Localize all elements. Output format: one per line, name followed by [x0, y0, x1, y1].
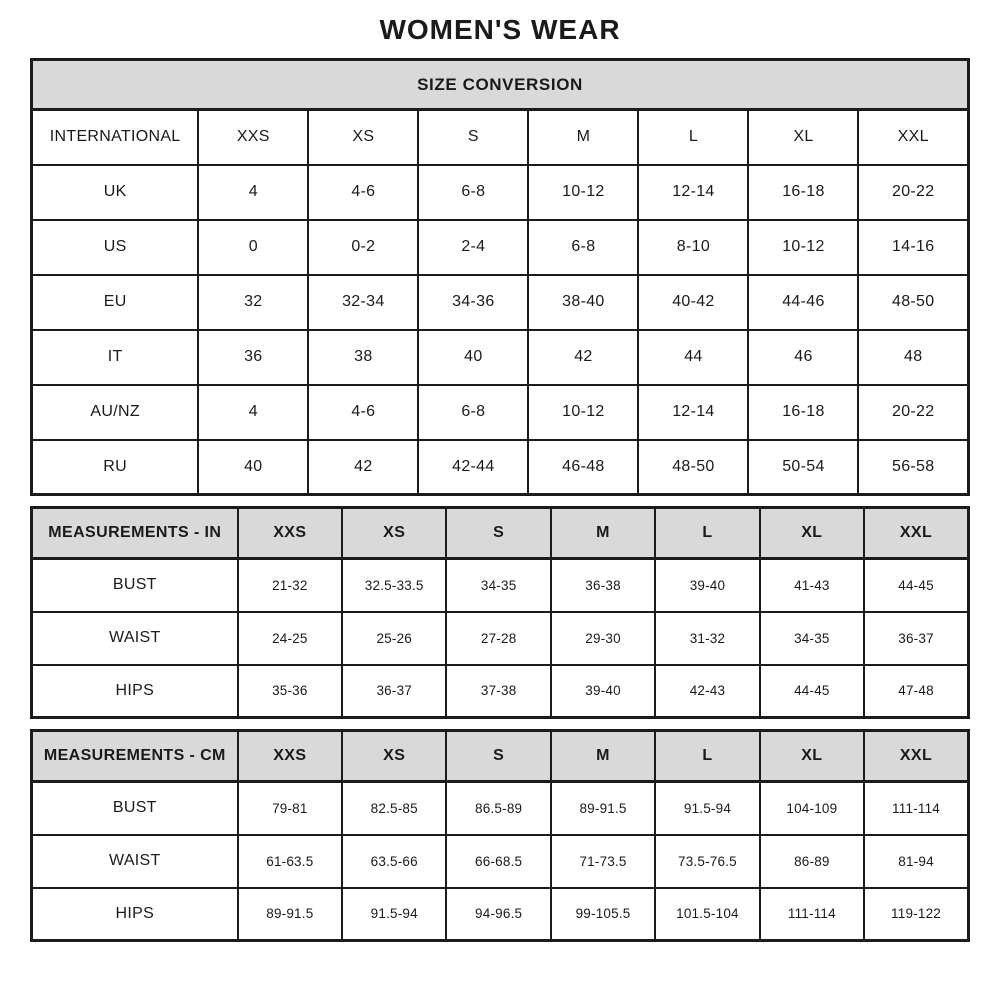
value-cell: 44 — [638, 330, 748, 385]
row-label: EU — [32, 275, 199, 330]
row-label: AU/NZ — [32, 385, 199, 440]
value-cell: XL — [748, 110, 858, 165]
value-cell: 2-4 — [418, 220, 528, 275]
value-cell: 38 — [308, 330, 418, 385]
value-cell: 21-32 — [238, 559, 342, 612]
value-cell: 12-14 — [638, 385, 748, 440]
value-cell: 4 — [198, 165, 308, 220]
value-cell: 104-109 — [760, 782, 864, 835]
value-cell: 32.5-33.5 — [342, 559, 446, 612]
table-row — [32, 559, 969, 612]
row-label: INTERNATIONAL — [32, 110, 199, 165]
value-cell: XS — [308, 110, 418, 165]
table-row — [32, 330, 969, 385]
size-header-cell: S — [446, 508, 550, 559]
value-cell: 91.5-94 — [655, 782, 759, 835]
value-cell: 44-46 — [748, 275, 858, 330]
value-cell: L — [638, 110, 748, 165]
value-cell: 42-44 — [418, 440, 528, 495]
value-cell: 36-38 — [551, 559, 655, 612]
value-cell: 16-18 — [748, 165, 858, 220]
value-cell: 39-40 — [655, 559, 759, 612]
value-cell: 82.5-85 — [342, 782, 446, 835]
value-cell: 48-50 — [638, 440, 748, 495]
size-header-cell: XXS — [238, 731, 342, 782]
value-cell: 73.5-76.5 — [655, 835, 759, 888]
table-row — [32, 385, 969, 440]
value-cell: 4-6 — [308, 385, 418, 440]
size-conversion-body — [32, 110, 969, 495]
value-cell: 34-35 — [760, 612, 864, 665]
value-cell: 4-6 — [308, 165, 418, 220]
value-cell: 86.5-89 — [446, 782, 550, 835]
value-cell: 56-58 — [858, 440, 968, 495]
size-header-cell: L — [655, 508, 759, 559]
value-cell: 39-40 — [551, 665, 655, 718]
table-row — [32, 888, 969, 941]
value-cell: 46 — [748, 330, 858, 385]
row-label: HIPS — [32, 665, 238, 718]
value-cell: 63.5-66 — [342, 835, 446, 888]
value-cell: 29-30 — [551, 612, 655, 665]
size-header-cell: XXS — [238, 508, 342, 559]
value-cell: 4 — [198, 385, 308, 440]
table-row — [32, 665, 969, 718]
value-cell: 119-122 — [864, 888, 968, 941]
size-conversion-table — [30, 58, 970, 496]
value-cell: M — [528, 110, 638, 165]
value-cell: 34-36 — [418, 275, 528, 330]
table-row — [32, 440, 969, 495]
row-label: WAIST — [32, 835, 238, 888]
value-cell: 46-48 — [528, 440, 638, 495]
value-cell: S — [418, 110, 528, 165]
value-cell: 20-22 — [858, 385, 968, 440]
value-cell: 48-50 — [858, 275, 968, 330]
table-row — [32, 782, 969, 835]
row-label: UK — [32, 165, 199, 220]
value-cell: 94-96.5 — [446, 888, 550, 941]
measurements-in-body — [32, 559, 969, 718]
measurements-in-table — [30, 506, 970, 719]
row-label: BUST — [32, 782, 238, 835]
value-cell: 89-91.5 — [238, 888, 342, 941]
value-cell: 0-2 — [308, 220, 418, 275]
size-header-cell: XXL — [864, 731, 968, 782]
value-cell: 6-8 — [528, 220, 638, 275]
value-cell: 41-43 — [760, 559, 864, 612]
value-cell: 38-40 — [528, 275, 638, 330]
value-cell: 42 — [308, 440, 418, 495]
value-cell: 6-8 — [418, 385, 528, 440]
size-header-cell: L — [655, 731, 759, 782]
value-cell: 111-114 — [760, 888, 864, 941]
value-cell: 27-28 — [446, 612, 550, 665]
table-row — [32, 612, 969, 665]
value-cell: 89-91.5 — [551, 782, 655, 835]
size-header-cell: XS — [342, 508, 446, 559]
value-cell: 111-114 — [864, 782, 968, 835]
value-cell: 14-16 — [858, 220, 968, 275]
value-cell: 79-81 — [238, 782, 342, 835]
value-cell: 10-12 — [748, 220, 858, 275]
value-cell: 50-54 — [748, 440, 858, 495]
row-label: IT — [32, 330, 199, 385]
size-conversion-header-row — [32, 60, 969, 110]
value-cell: 42-43 — [655, 665, 759, 718]
value-cell: 34-35 — [446, 559, 550, 612]
table-row — [32, 835, 969, 888]
value-cell: 10-12 — [528, 385, 638, 440]
page-title: WOMEN'S WEAR — [379, 14, 621, 45]
table-row — [32, 110, 969, 165]
value-cell: 61-63.5 — [238, 835, 342, 888]
value-cell: 36-37 — [864, 612, 968, 665]
size-header-cell: M — [551, 731, 655, 782]
value-cell: 24-25 — [238, 612, 342, 665]
value-cell: XXL — [858, 110, 968, 165]
value-cell: 35-36 — [238, 665, 342, 718]
row-label: WAIST — [32, 612, 238, 665]
size-header-cell: XL — [760, 508, 864, 559]
table-row — [32, 220, 969, 275]
value-cell: 10-12 — [528, 165, 638, 220]
value-cell: 99-105.5 — [551, 888, 655, 941]
size-header-cell: M — [551, 508, 655, 559]
measurements-cm-table — [30, 729, 970, 942]
value-cell: XXS — [198, 110, 308, 165]
row-label: US — [32, 220, 199, 275]
measurements-in-header-row — [32, 508, 969, 559]
size-header-cell: XS — [342, 731, 446, 782]
value-cell: 71-73.5 — [551, 835, 655, 888]
measurements-cm-body — [32, 782, 969, 941]
value-cell: 86-89 — [760, 835, 864, 888]
table-row — [32, 165, 969, 220]
value-cell: 40 — [198, 440, 308, 495]
value-cell: 12-14 — [638, 165, 748, 220]
value-cell: 32 — [198, 275, 308, 330]
size-conversion-title: SIZE CONVERSION — [32, 60, 969, 110]
size-header-cell: S — [446, 731, 550, 782]
value-cell: 20-22 — [858, 165, 968, 220]
table-row — [32, 275, 969, 330]
value-cell: 31-32 — [655, 612, 759, 665]
value-cell: 40-42 — [638, 275, 748, 330]
value-cell: 48 — [858, 330, 968, 385]
value-cell: 32-34 — [308, 275, 418, 330]
value-cell: 36-37 — [342, 665, 446, 718]
value-cell: 25-26 — [342, 612, 446, 665]
value-cell: 66-68.5 — [446, 835, 550, 888]
value-cell: 42 — [528, 330, 638, 385]
measurements-cm-header-row — [32, 731, 969, 782]
value-cell: 40 — [418, 330, 528, 385]
value-cell: 101.5-104 — [655, 888, 759, 941]
row-label: BUST — [32, 559, 238, 612]
value-cell: 0 — [198, 220, 308, 275]
value-cell: 6-8 — [418, 165, 528, 220]
value-cell: 44-45 — [864, 559, 968, 612]
measurements-header-label: MEASUREMENTS - IN — [32, 508, 238, 559]
value-cell: 81-94 — [864, 835, 968, 888]
value-cell: 44-45 — [760, 665, 864, 718]
row-label: HIPS — [32, 888, 238, 941]
value-cell: 36 — [198, 330, 308, 385]
size-header-cell: XXL — [864, 508, 968, 559]
value-cell: 8-10 — [638, 220, 748, 275]
value-cell: 16-18 — [748, 385, 858, 440]
size-header-cell: XL — [760, 731, 864, 782]
row-label: RU — [32, 440, 199, 495]
value-cell: 37-38 — [446, 665, 550, 718]
measurements-header-label: MEASUREMENTS - CM — [32, 731, 238, 782]
value-cell: 47-48 — [864, 665, 968, 718]
value-cell: 91.5-94 — [342, 888, 446, 941]
